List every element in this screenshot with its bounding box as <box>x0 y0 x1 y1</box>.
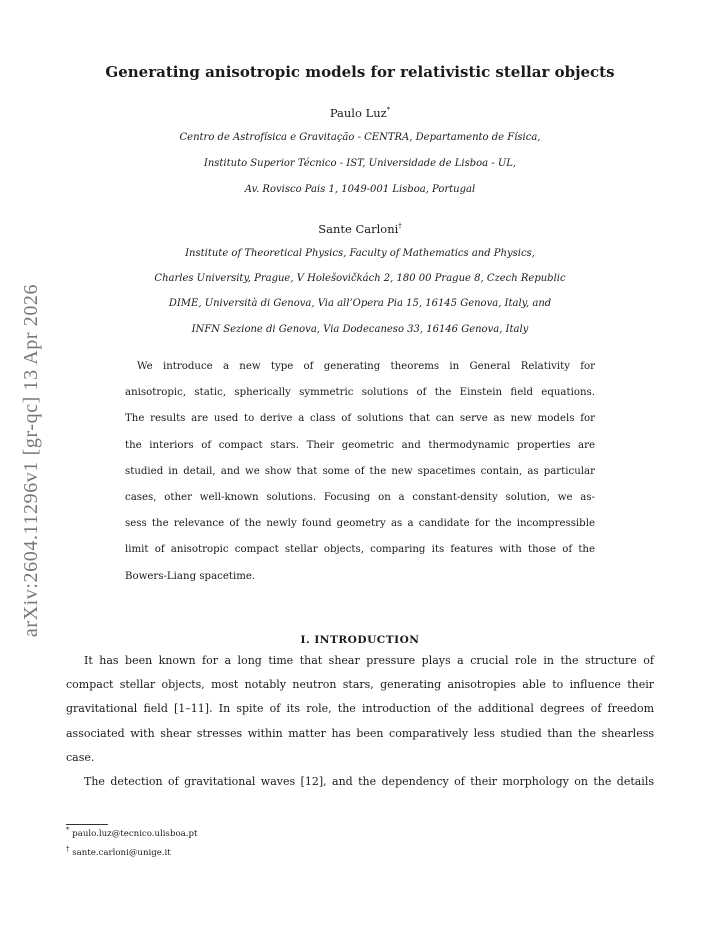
footnote-mark: † <box>66 845 70 854</box>
body-line: case. <box>66 750 95 764</box>
footnote <box>66 845 171 858</box>
footnote <box>66 826 198 839</box>
body-line: It has been known for a long time that shear pressure plays a crucial role in the structure of <box>84 654 654 667</box>
abstract <box>125 354 595 590</box>
affiliation-line: Av. Rovisco Pais 1, 1049-001 Lisboa, Portugal <box>244 184 476 195</box>
abstract-line: anisotropic, static, spherically symmetric solutions of the Einstein field equations. <box>125 387 595 399</box>
abstract-line: limit of anisotropic compact stellar objects, comparing its features with those of the <box>125 544 595 556</box>
footnote-rule <box>66 824 108 825</box>
abstract-line: Bowers-Liang spacetime. <box>125 570 256 582</box>
footnote-email[interactable]: sante.carloni@unige.it <box>72 848 171 858</box>
affiliation-line: Charles University, Prague, V Holešovičkách 2, 180 00 Prague 8, Czech Republic <box>154 273 566 284</box>
body-line: gravitational field [1–11]. In spite of its role, the introduction of the additional degrees of freedom <box>66 702 654 716</box>
section-heading: I. INTRODUCTION <box>300 634 420 646</box>
author-mark: * <box>386 106 391 115</box>
affiliation-line: DIME, Università di Genova, Via all’Opera Pia 15, 16145 Genova, Italy, and <box>168 298 552 309</box>
abstract-line: sess the relevance of the newly found geometry as a candidate for the incompressible <box>125 518 595 530</box>
affiliation-line: Centro de Astrofísica e Gravitação - CENTRA, Departamento de Física, <box>179 132 541 143</box>
author-name <box>0 222 720 236</box>
author-mark: † <box>398 222 402 231</box>
body-line: associated with shear stresses within matter has been comparatively less studied than the shearless <box>66 726 654 740</box>
abstract-line: the interiors of compact stars. Their geometric and thermodynamic properties are <box>125 439 595 451</box>
arxiv-identifier: arXiv:2604.11296v1 [gr-qc] 13 Apr 2026 <box>20 283 43 637</box>
affiliation-line: Institute of Theoretical Physics, Faculty of Mathematics and Physics, <box>185 248 535 259</box>
paper-title: Generating anisotropic models for relativistic stellar objects <box>105 63 615 81</box>
affiliation-line: INFN Sezione di Genova, Via Dodecaneso 33, 16146 Genova, Italy <box>191 324 529 335</box>
body-line: The detection of gravitational waves [12], and the dependency of their morphology on the details <box>84 774 654 788</box>
body-text <box>66 649 654 794</box>
abstract-line: We introduce a new type of generating theorems in General Relativity for <box>137 361 595 372</box>
footnote-mark: * <box>66 826 70 835</box>
footnote-email[interactable]: paulo.luz@tecnico.ulisboa.pt <box>72 829 198 839</box>
author-name <box>0 106 720 120</box>
abstract-line: The results are used to derive a class of solutions that can serve as new models for <box>125 413 595 425</box>
abstract-line: cases, other well-known solutions. Focusing on a constant-density solution, we as- <box>125 491 595 503</box>
author-name-text: Sante Carloni <box>318 222 399 236</box>
affiliation-line: Instituto Superior Técnico - IST, Universidade de Lisboa - UL, <box>203 158 517 169</box>
author-name-text: Paulo Luz <box>329 106 387 120</box>
body-line: compact stellar objects, most notably neutron stars, generating anisotropies able to influence their <box>66 678 654 692</box>
abstract-line: studied in detail, and we show that some of the new spacetimes contain, as particular <box>125 465 595 477</box>
